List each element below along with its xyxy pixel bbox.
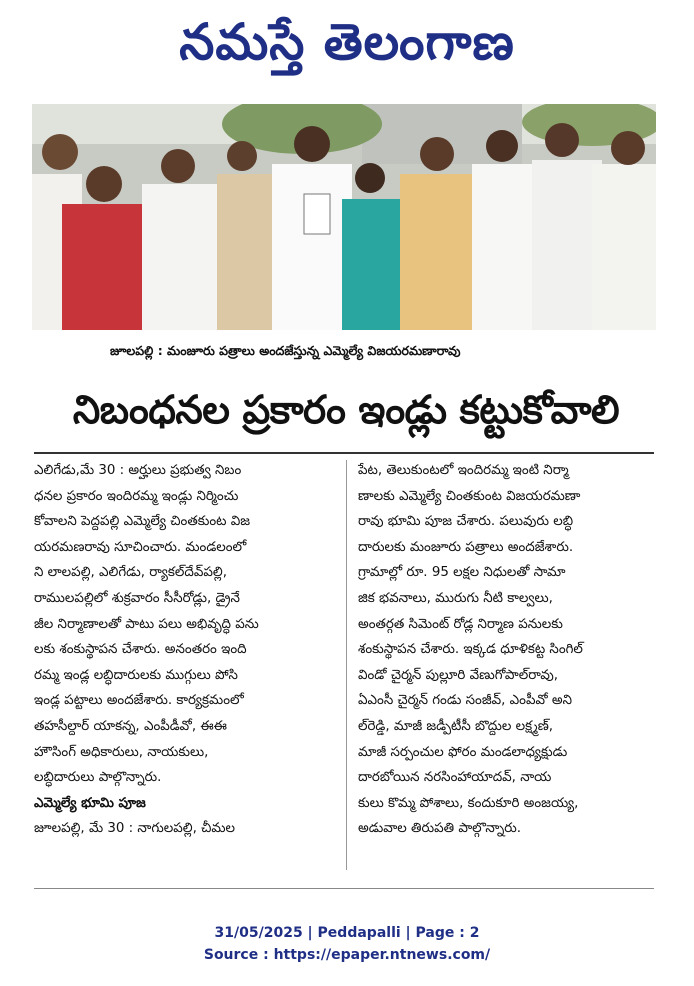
body-line: లకు శంకుస్థాపన చేశారు. అనంతరం ఇంది [34, 642, 247, 658]
body-line: శంకుస్థాపన చేశారు. ఇక్కడ ధూళికట్ట సింగిల్ [358, 642, 583, 658]
edition-info: 31/05/2025 | Peddapalli | Page : 2 [214, 925, 480, 941]
body-line: ల్‌రెడ్డి, మాజీ జడ్పీటీసీ బొద్దుల లక్ష్మణ్, [358, 718, 554, 734]
source-link[interactable]: Source : https://epaper.ntnews.com/ [203, 947, 491, 963]
article-headline: నిబంధనల ప్రకారం ఇండ్లు కట్టుకోవాలి [72, 388, 620, 433]
body-line: రావు భూమి పూజ చేశారు. పలువురు లబ్ధి [358, 514, 574, 530]
body-line: దారబోయిన నరసింహాయాదవ్, నాయ [358, 770, 552, 786]
article-right-column [358, 458, 658, 842]
body-line: లబ్ధిదారులు పాల్గొన్నారు. [34, 770, 162, 786]
body-line: ని లాలపల్లి, ఎలిగేడు, ర్యాకల్‌దేవ్‌పల్లి, [34, 565, 227, 581]
body-line: కోవాలని పెద్దపల్లి ఎమ్మెల్యే చింతకుంట విజ [34, 514, 251, 530]
body-line: ధనల ప్రకారం ఇందిరమ్మ ఇండ్లు నిర్మించు [34, 488, 239, 504]
body-line: జిక భవనాలు, మురుగు నీటి కాల్వలు, [358, 590, 553, 606]
body-line: హౌసింగ్ అధికారులు, నాయకులు, [34, 744, 209, 760]
body-line: పేట, తెలుకుంటలో ఇందిరమ్మ ఇంటి నిర్మా [358, 463, 569, 478]
column-divider [346, 460, 347, 870]
body-line: ఎలిగేడు,మే 30 : అర్హులు ప్రభుత్వ నిబం [34, 463, 242, 478]
body-line: దారులకు మంజూరు పత్రాలు అందజేశారు. [358, 539, 574, 555]
body-line: రమ్మ ఇండ్ల లబ్ధిదారులకు ముగ్గులు పోసి [34, 667, 238, 683]
body-line: అడువాల తిరుపతి పాల్గొన్నారు. [358, 821, 522, 837]
article-left-column [34, 458, 334, 842]
body-line: కులు కొమ్మ పోశాలు, కందుకూరి అంజయ్య, [358, 795, 579, 811]
news-photo [32, 104, 656, 330]
photo-caption: జూలపల్లి : మంజూరు పత్రాలు అందజేస్తున్న ఎమ్మెల్యే విజయరమణారావు [110, 343, 461, 358]
body-line: జీల నిర్మాణాలతో పాటు పలు అభివృద్ధి పను [34, 616, 259, 632]
body-line: మాజీ సర్పంచుల ఫోరం మండలాధ్యక్షుడు [358, 744, 568, 760]
newspaper-masthead: నమస్తే తెలంగాణ [179, 13, 515, 71]
body-line: విండో చైర్మన్ పుల్లూరి వేణుగోపాల్‌రావు, [358, 667, 558, 683]
body-line: ఇండ్ల పట్టాలు అందజేశారు. కార్యక్రమంలో [34, 693, 244, 709]
body-line: ఏఎంసీ చైర్మన్ గండు సంజీవ్, ఎంపీవో అని [358, 693, 572, 709]
body-line: జూలపల్లి, మే 30 : నాగులపల్లి, చీమల [34, 821, 236, 837]
headline-rule [34, 452, 654, 454]
body-line: అంతర్గత సిమెంట్ రోడ్ల నిర్మాణ పనులకు [358, 616, 563, 632]
body-line: గ్రామాల్లో రూ. 95 లక్షల నిధులతో సామా [358, 565, 566, 581]
body-line: ణాలకు ఎమ్మెల్యే చింతకుంట విజయరమణా [358, 488, 581, 504]
footer-rule [34, 888, 654, 889]
body-line: యరమణరావు సూచించారు. మండలంలో [34, 539, 247, 555]
page-footer [0, 922, 694, 966]
article-subheading: ఎమ్మెల్యే భూమి పూజ [34, 795, 146, 811]
body-line: రాములపల్లిలో శుక్రవారం సీసీరోడ్లు, డ్రైనే [34, 590, 240, 606]
body-line: తహసీల్దార్ యాకన్న, ఎంపీడీవో, ఈఈ [34, 718, 227, 734]
